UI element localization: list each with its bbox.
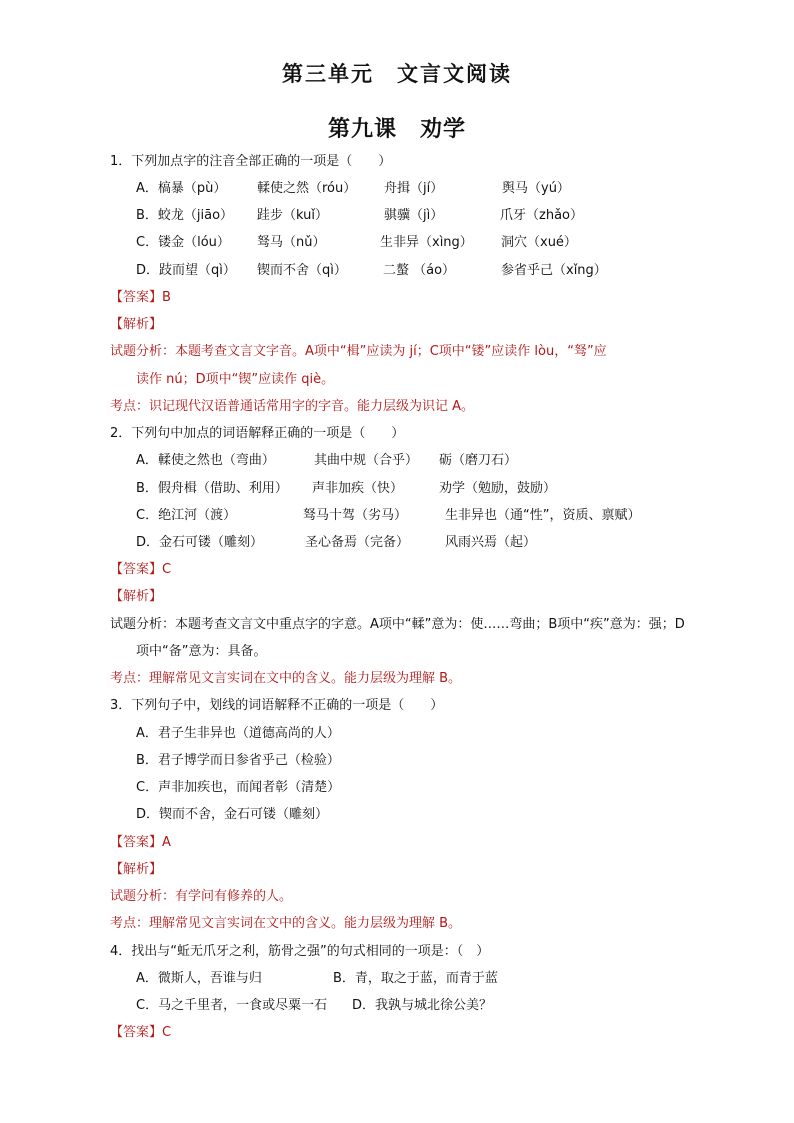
option-cell: C．马之千里者，一食或尽粟一石 bbox=[136, 998, 328, 1013]
option-cell: 跬步（kuǐ） bbox=[257, 208, 328, 223]
option-cell: B．假舟楫（借助、利用） bbox=[136, 481, 288, 496]
option-cell: D．金石可镂（雕刻） bbox=[136, 535, 264, 550]
option-cell: 声非加疾（快） bbox=[312, 481, 404, 496]
question-3-option-b: B．君子博学而日参省乎己（检验） bbox=[136, 753, 340, 768]
option-cell: B．青，取之于蓝，而青于蓝 bbox=[333, 971, 498, 986]
option-cell: 骐骥（jì） bbox=[384, 208, 444, 223]
option-cell: 洞穴（xué） bbox=[501, 235, 577, 250]
question-2-answer: 【答案】C bbox=[110, 562, 172, 577]
question-1-option-c bbox=[136, 234, 577, 252]
option-cell: D．跂而望（qì） bbox=[136, 263, 236, 278]
question-4-options-ab bbox=[136, 970, 498, 988]
question-2-option-b bbox=[136, 480, 556, 498]
question-3-answer: 【答案】A bbox=[110, 835, 171, 850]
question-1-analysis-cont: 读作 nú；D项中“锲”应读作 qiè。 bbox=[136, 372, 335, 387]
option-cell: 圣心备焉（完备） bbox=[305, 535, 410, 550]
option-cell: 驽马（nǔ） bbox=[257, 235, 326, 250]
question-3-option-d: D．锲而不舍，金石可镂（雕刻） bbox=[136, 807, 329, 822]
question-2-analysis-cont: 项中“备”意为：具备。 bbox=[136, 644, 267, 659]
question-3-kaodian: 考点：理解常见文言实词在文中的含义。能力层级为理解 B。 bbox=[110, 916, 462, 931]
question-3-option-a: A．君子生非异也（道德高尚的人） bbox=[136, 726, 340, 741]
question-2-option-a bbox=[136, 452, 517, 470]
option-cell: A．槁暴（pù） bbox=[136, 181, 227, 196]
option-cell: 劝学（勉励，鼓励） bbox=[439, 481, 557, 496]
question-2-option-d bbox=[136, 534, 536, 552]
question-1-stem: 1．下列加点字的注音全部正确的一项是（ ） bbox=[110, 154, 392, 169]
option-cell: 舟揖（jí） bbox=[384, 181, 444, 196]
question-3-analysis-tag: 【解析】 bbox=[110, 862, 163, 877]
question-4-answer: 【答案】C bbox=[110, 1025, 172, 1040]
question-1-kaodian: 考点：识记现代汉语普通话常用字的字音。能力层级为识记 A。 bbox=[110, 399, 475, 414]
option-cell: 二螯 （áo） bbox=[383, 263, 456, 278]
question-1-option-a bbox=[136, 180, 570, 198]
question-1-analysis: 试题分析：本题考查文言文字音。A项中“楫”应读为 jí；C项中“镂”应读作 lòu，“驽”应 bbox=[110, 344, 607, 359]
question-3-stem: 3．下列句子中，划线的词语解释不正确的一项是（ ） bbox=[110, 698, 444, 713]
option-cell: 生非异也（通“性”，资质、禀赋） bbox=[445, 508, 641, 523]
option-cell: C．绝江河（渡） bbox=[136, 508, 237, 523]
question-4-stem: 4．找出与“蚯无爪牙之利，筋骨之强”的句式相同的一项是：（ ） bbox=[110, 944, 490, 959]
option-cell: 輮使之然（róu） bbox=[257, 181, 357, 196]
question-3-analysis: 试题分析：有学问有修养的人。 bbox=[110, 889, 293, 904]
option-cell: C．镂金（lóu） bbox=[136, 235, 230, 250]
question-2-option-c bbox=[136, 507, 640, 525]
question-2-analysis: 试题分析：本题考查文言文中重点字的字意。A项中“輮”意为：使……弯曲；B项中“疾”意为：强；D bbox=[110, 617, 685, 632]
option-cell: 生非异（xìng） bbox=[380, 235, 473, 250]
option-cell: A．微斯人，吾谁与归 bbox=[136, 971, 262, 986]
option-cell: 舆马（yú） bbox=[502, 181, 570, 196]
question-4-options-cd bbox=[136, 997, 492, 1015]
option-cell: B．蛟龙（jiāo） bbox=[136, 208, 234, 223]
question-2-kaodian: 考点：理解常见文言实词在文中的含义。能力层级为理解 B。 bbox=[110, 671, 462, 686]
question-1-answer: 【答案】B bbox=[110, 290, 171, 305]
question-2-stem: 2．下列句中加点的词语解释正确的一项是（ ） bbox=[110, 426, 405, 441]
unit-title: 第三单元 文言文阅读 bbox=[282, 61, 512, 86]
question-1-option-d bbox=[136, 262, 607, 280]
question-2-analysis-tag: 【解析】 bbox=[110, 589, 163, 604]
option-cell: 砺（磨刀石） bbox=[439, 453, 518, 468]
option-cell: 爪牙（zhǎo） bbox=[500, 208, 583, 223]
option-cell: A．輮使之然也（弯曲） bbox=[136, 453, 275, 468]
option-cell: D．我孰与城北徐公美？ bbox=[352, 998, 493, 1013]
question-1-analysis-tag: 【解析】 bbox=[110, 317, 163, 332]
option-cell: 风雨兴焉（起） bbox=[445, 535, 537, 550]
question-3-option-c: C．声非加疾也，而闻者彰（清楚） bbox=[136, 780, 341, 795]
question-1-option-b bbox=[136, 207, 583, 225]
option-cell: 锲而不舍（qì） bbox=[257, 263, 347, 278]
option-cell: 驽马十驾（劣马） bbox=[303, 508, 408, 523]
option-cell: 参省乎己（xǐng） bbox=[501, 263, 607, 278]
lesson-title: 第九课 劝学 bbox=[327, 117, 466, 142]
option-cell: 其曲中规（合乎） bbox=[314, 453, 419, 468]
